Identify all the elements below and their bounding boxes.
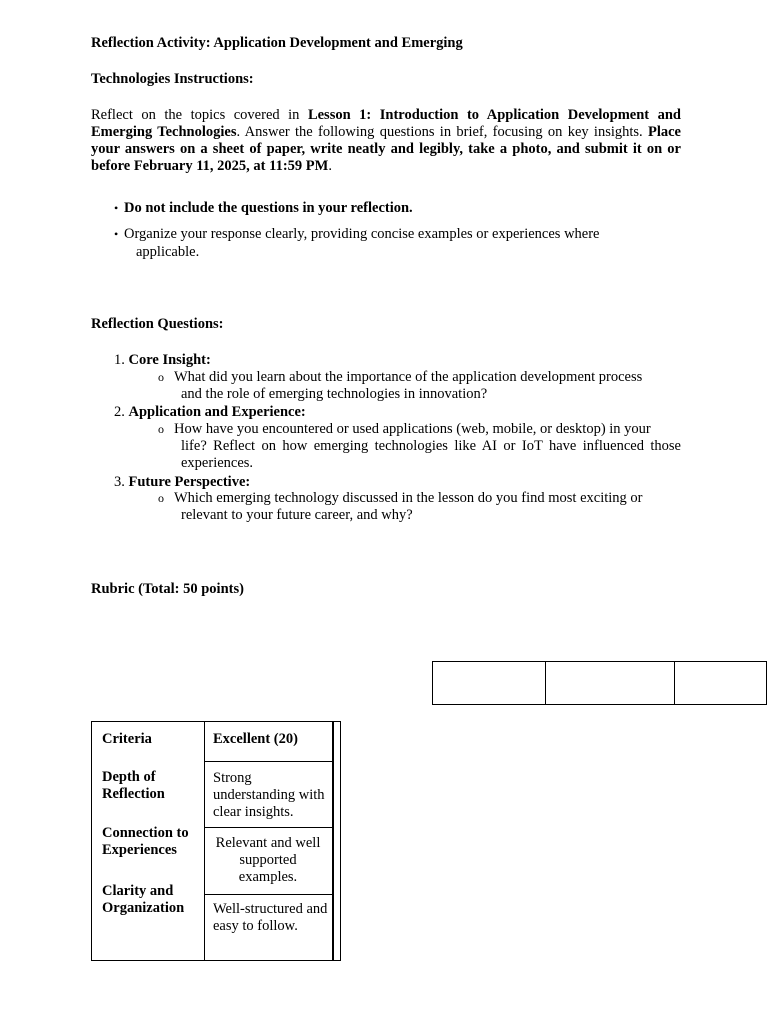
table-divider bbox=[204, 827, 334, 828]
rubric-table bbox=[91, 721, 341, 961]
empty-table-row bbox=[432, 661, 767, 705]
table-divider bbox=[204, 761, 334, 762]
question-prompt-line: Which emerging technology discussed in the lesson do you find most exciting or bbox=[174, 490, 643, 506]
bullet-icon: • bbox=[114, 201, 119, 215]
instructions-heading: Technologies Instructions: bbox=[91, 71, 254, 87]
question-prompt-rest: relevant to your future career, and why? bbox=[181, 507, 413, 523]
question-prompt-rest: and the role of emerging technologies in innovation? bbox=[181, 386, 488, 402]
circle-bullet-icon: o bbox=[158, 422, 164, 436]
question-title bbox=[114, 474, 250, 491]
question-prompt bbox=[158, 421, 681, 472]
excellent-cell: Relevant and well supported examples. bbox=[215, 835, 321, 885]
excellent-header: Excellent (20) bbox=[213, 731, 298, 747]
intro-paragraph bbox=[91, 107, 681, 175]
excellent-cell: Well-structured and easy to follow. bbox=[213, 901, 328, 934]
intro-text-2: . Answer the following questions in brief, focusing on key insights. bbox=[236, 124, 648, 140]
question-title-text: Core Insight: bbox=[128, 352, 211, 368]
question-title-text: Future Perspective: bbox=[128, 474, 251, 490]
table-divider bbox=[204, 722, 205, 960]
circle-bullet-icon: o bbox=[158, 491, 164, 505]
question-prompt bbox=[158, 369, 681, 403]
question-number: 2. bbox=[114, 404, 125, 420]
question-title-text: Application and Experience: bbox=[128, 404, 306, 420]
intro-end: . bbox=[328, 158, 332, 174]
table-divider bbox=[204, 894, 334, 895]
question-title bbox=[114, 352, 211, 369]
question-prompt-line: What did you learn about the importance of the application development process bbox=[174, 369, 643, 385]
intro-text-1: Reflect on the topics covered in bbox=[91, 107, 308, 123]
bullet-text: Do not include the questions in your reflection. bbox=[124, 200, 413, 216]
bullet-icon: • bbox=[114, 227, 119, 241]
criteria-cell: Depth of Reflection bbox=[102, 769, 165, 802]
criteria-cell: Clarity and Organization bbox=[102, 883, 185, 916]
question-number: 1. bbox=[114, 352, 125, 368]
document-title: Reflection Activity: Application Development and Emerging bbox=[91, 35, 463, 51]
bullet-item bbox=[114, 199, 634, 217]
criteria-header: Criteria bbox=[102, 731, 152, 747]
table-divider bbox=[674, 662, 675, 704]
question-prompt-rest: life? Reflect on how emerging technologies like AI or IoT have influenced those experiences. bbox=[181, 438, 681, 471]
bullet-item bbox=[114, 225, 634, 261]
question-title bbox=[114, 404, 306, 421]
submission-instruction: Place your answers on a sheet of paper, write neatly and legibly, take a photo, and submit it on or before February 11, 2025, at 11:59 PM bbox=[91, 124, 681, 174]
question-prompt-line: How have you encountered or used applications (web, mobile, or desktop) in your bbox=[174, 421, 651, 437]
bullet-text: Organize your response clearly, providing concise examples or experiences where bbox=[124, 226, 600, 242]
criteria-cell: Connection to Experiences bbox=[102, 825, 189, 858]
question-prompt bbox=[158, 490, 681, 524]
lesson-title: Lesson 1: Introduction to Application Development and Emerging Technologies bbox=[91, 107, 681, 140]
questions-heading: Reflection Questions: bbox=[91, 316, 224, 332]
rubric-heading: Rubric (Total: 50 points) bbox=[91, 581, 244, 597]
question-number: 3. bbox=[114, 474, 125, 490]
table-divider bbox=[332, 722, 334, 960]
excellent-cell: Strong understanding with clear insights. bbox=[213, 770, 325, 820]
circle-bullet-icon: o bbox=[158, 370, 164, 384]
table-divider bbox=[545, 662, 546, 704]
bullet-text-continued: applicable. bbox=[136, 244, 200, 260]
